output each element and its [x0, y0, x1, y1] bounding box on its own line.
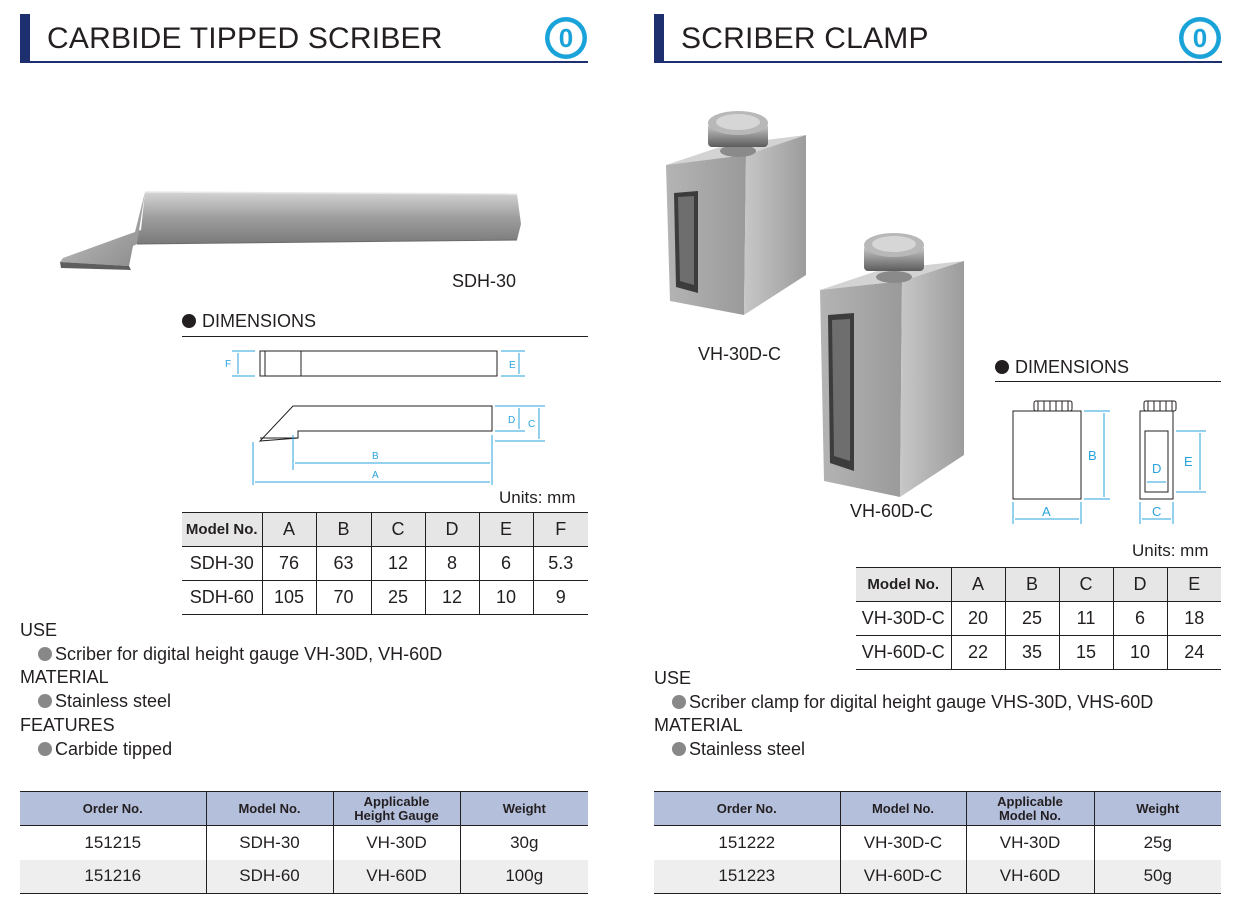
material-item: Stainless steel [20, 690, 442, 714]
table-cell: 76 [262, 547, 316, 581]
scriber-product-image [55, 186, 525, 272]
table-row [856, 636, 1221, 670]
column-header: B [316, 513, 371, 547]
column-header: Applicable Height Gauge [333, 792, 460, 826]
table-cell: 10 [479, 581, 533, 615]
units-label: Units: mm [1132, 541, 1209, 560]
table-cell: 30g [460, 826, 588, 860]
order-header-row [654, 792, 1221, 826]
table-cell: 70 [316, 581, 371, 615]
dimensions-rule [182, 336, 588, 337]
table-row [856, 602, 1221, 636]
column-header: Applicable Model No. [966, 792, 1094, 826]
column-header: Weight [1094, 792, 1221, 826]
use-heading: USE [654, 668, 692, 688]
table-cell: SDH-30 [206, 826, 333, 860]
column-header: Order No. [654, 792, 840, 826]
table-cell: SDH-60 [182, 581, 262, 615]
column-header: C [371, 513, 425, 547]
svg-text:D: D [508, 415, 516, 426]
column-header: D [1113, 568, 1167, 602]
material-item: Stainless steel [654, 738, 1153, 762]
scriber-order-table [20, 791, 588, 894]
material-heading: MATERIAL [20, 667, 109, 688]
page-title: CARBIDE TIPPED SCRIBER [47, 22, 443, 55]
bullet-dot-icon [38, 742, 52, 756]
table-row [182, 581, 588, 615]
page-title: SCRIBER CLAMP [681, 22, 929, 55]
table-cell: 25 [1005, 602, 1059, 636]
table-cell: 11 [1059, 602, 1113, 636]
table-cell: SDH-30 [182, 547, 262, 581]
column-header: D [425, 513, 479, 547]
column-header: A [951, 568, 1005, 602]
table-row [20, 860, 588, 894]
column-header: B [1005, 568, 1059, 602]
column-header: A [262, 513, 316, 547]
table-cell: 12 [371, 547, 425, 581]
column-header: Model No. [182, 513, 262, 547]
table-cell: 8 [425, 547, 479, 581]
features-item: Carbide tipped [20, 738, 442, 762]
bullet-dot-icon [38, 694, 52, 708]
circle-zero-badge-icon [1178, 16, 1222, 60]
column-header: E [479, 513, 533, 547]
table-row [654, 826, 1221, 860]
svg-text:B: B [372, 451, 379, 462]
table-cell: 6 [1113, 602, 1167, 636]
column-header: F [533, 513, 588, 547]
svg-text:C: C [1152, 504, 1162, 519]
table-cell: VH-60D [966, 860, 1094, 894]
column-header: C [1059, 568, 1113, 602]
table-cell: 151216 [20, 860, 206, 894]
scriber-clamp-panel [634, 0, 1243, 899]
svg-text:E: E [509, 360, 516, 371]
table-cell: 5.3 [533, 547, 588, 581]
column-header: Order No. [20, 792, 206, 826]
table-cell: 10 [1113, 636, 1167, 670]
bullet-dot-icon [672, 742, 686, 756]
table-cell: 20 [951, 602, 1005, 636]
table-cell: VH-60D [333, 860, 460, 894]
table-cell: 25g [1094, 826, 1221, 860]
circle-zero-badge-icon [544, 16, 588, 60]
title-underline [20, 61, 588, 63]
svg-text:0: 0 [558, 23, 574, 53]
table-cell: 12 [425, 581, 479, 615]
table-cell: 151215 [20, 826, 206, 860]
title-accent-bar [20, 14, 30, 62]
svg-text:0: 0 [1192, 23, 1208, 53]
table-cell: VH-30D-C [840, 826, 966, 860]
order-header-row [20, 792, 588, 826]
bullet-dot-icon [995, 360, 1009, 374]
table-cell: VH-30D-C [856, 602, 951, 636]
table-cell: 25 [371, 581, 425, 615]
svg-text:D: D [1152, 461, 1162, 476]
table-cell: 35 [1005, 636, 1059, 670]
table-cell: SDH-60 [206, 860, 333, 894]
scriber-image-caption: SDH-30 [452, 271, 517, 291]
svg-text:F: F [225, 359, 232, 370]
scriber-dimensions-table [182, 512, 588, 615]
dimensions-heading: DIMENSIONS [995, 357, 1129, 378]
clamp-product-image [664, 105, 964, 495]
clamp-dimensions-table [856, 567, 1221, 670]
svg-text:C: C [528, 419, 536, 430]
dimensions-heading: DIMENSIONS [182, 311, 316, 332]
column-header: E [1167, 568, 1221, 602]
column-header: Model No. [840, 792, 966, 826]
title-underline [654, 61, 1222, 63]
table-row [182, 547, 588, 581]
clamp-dimension-drawing [998, 390, 1230, 530]
clamp-order-table [654, 791, 1221, 894]
table-cell: 105 [262, 581, 316, 615]
column-header: Weight [460, 792, 588, 826]
features-heading: FEATURES [20, 714, 115, 735]
use-heading: USE [20, 620, 58, 640]
clamp-large-caption: VH-60D-C [850, 501, 934, 521]
svg-text:A: A [1042, 504, 1051, 519]
table-cell: 151223 [654, 860, 840, 894]
table-cell: 50g [1094, 860, 1221, 894]
clamp-small-caption: VH-30D-C [698, 344, 782, 364]
table-cell: 22 [951, 636, 1005, 670]
table-cell: VH-60D-C [840, 860, 966, 894]
table-cell: 18 [1167, 602, 1221, 636]
table-cell: 151222 [654, 826, 840, 860]
table-cell: VH-30D [333, 826, 460, 860]
product-info-block [654, 667, 1153, 762]
product-info-block [20, 619, 442, 761]
scriber-dimension-drawing [215, 345, 545, 490]
svg-text:B: B [1088, 448, 1097, 463]
bullet-dot-icon [38, 647, 52, 661]
svg-text:A: A [372, 470, 379, 481]
table-cell: 6 [479, 547, 533, 581]
bullet-dot-icon [182, 314, 196, 328]
svg-text:E: E [1184, 454, 1193, 469]
table-header-row [856, 568, 1221, 602]
table-cell: 9 [533, 581, 588, 615]
table-header-row [182, 513, 588, 547]
material-heading: MATERIAL [654, 715, 743, 736]
use-item: Scriber clamp for digital height gauge VHS-30D, VHS-60D [654, 691, 1153, 715]
table-cell: 15 [1059, 636, 1113, 670]
title-accent-bar [654, 14, 664, 62]
table-cell: 63 [316, 547, 371, 581]
table-cell: 24 [1167, 636, 1221, 670]
table-row [20, 826, 588, 860]
table-cell: VH-60D-C [856, 636, 951, 670]
table-cell: VH-30D [966, 826, 1094, 860]
use-item: Scriber for digital height gauge VH-30D, VH-60D [20, 643, 442, 667]
table-cell: 100g [460, 860, 588, 894]
column-header: Model No. [856, 568, 951, 602]
carbide-scriber-panel [0, 0, 600, 899]
bullet-dot-icon [672, 695, 686, 709]
table-row [654, 860, 1221, 894]
column-header: Model No. [206, 792, 333, 826]
dimensions-rule [995, 381, 1221, 382]
units-label: Units: mm [499, 488, 576, 507]
